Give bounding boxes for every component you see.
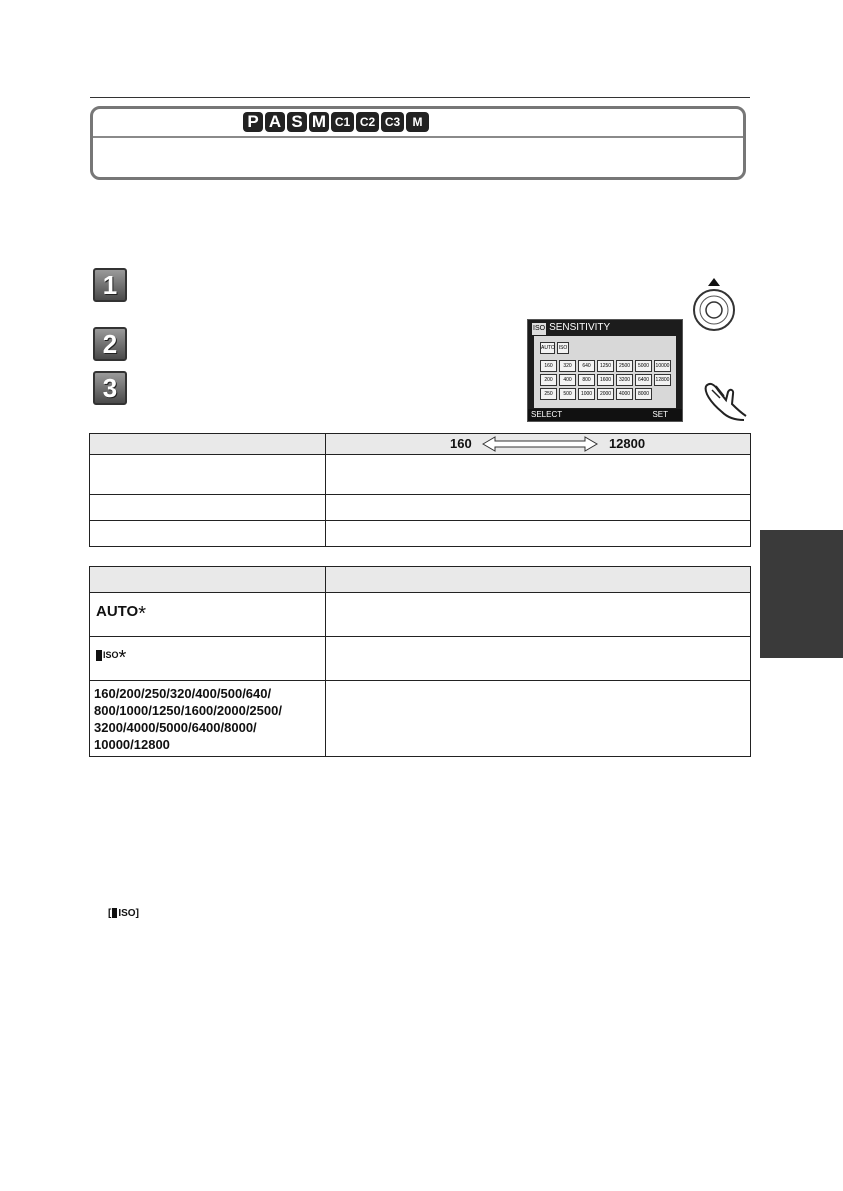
asterisk-mark: *	[118, 647, 127, 669]
table-row	[90, 455, 751, 495]
screen-title: ISO SENSITIVITY	[533, 322, 611, 333]
mode-s-icon: S	[287, 112, 307, 132]
screen-value-chip: 6400	[635, 374, 652, 386]
screen-footer	[528, 409, 682, 421]
table-cell	[90, 593, 326, 637]
screen-set-label: SET	[652, 410, 668, 419]
intelligent-iso-note-icon: [ ISO]	[108, 908, 139, 919]
step-1-icon: 1	[93, 268, 127, 302]
screen-value-chip: 800	[578, 374, 595, 386]
screen-auto-options	[540, 342, 569, 354]
applicable-modes-box	[90, 106, 746, 180]
screen-value-chip: 1250	[597, 360, 614, 372]
range-header-cell	[326, 434, 751, 455]
screen-value-chip: 2500	[616, 360, 633, 372]
mode-c1-icon: C1	[331, 112, 354, 132]
range-min-label: 160	[450, 435, 472, 451]
screen-value-chip: 3200	[616, 374, 633, 386]
screen-value-chip: 4000	[616, 388, 633, 400]
step-3-icon: 3	[93, 371, 127, 405]
auto-label: AUTO	[96, 603, 139, 620]
table-row	[90, 521, 751, 547]
screen-value-chip: 8000	[635, 388, 652, 400]
table-header-row	[90, 434, 751, 455]
screen-value-chip: 640	[578, 360, 595, 372]
screen-panel	[534, 336, 676, 408]
screen-chip-auto: AUTO	[540, 342, 555, 354]
screen-chip-iso: ISO	[557, 342, 569, 354]
table-cell	[326, 521, 751, 547]
table-header-cell	[90, 567, 326, 593]
screen-value-chip: 160	[540, 360, 557, 372]
sensitivity-settings-table	[89, 566, 751, 757]
mode-m-icon: M	[309, 112, 329, 132]
table-row	[90, 681, 751, 757]
screen-value-chip: 12800	[654, 374, 671, 386]
screen-select-label: SELECT	[531, 410, 563, 419]
sensitivity-range-table	[89, 433, 751, 547]
asterisk-mark: *	[138, 603, 147, 625]
mode-icons	[243, 112, 429, 132]
table-cell	[326, 681, 751, 757]
touch-hand-icon	[700, 378, 750, 422]
mode-box-divider	[93, 136, 743, 138]
camera-screen-image	[527, 319, 683, 422]
chapter-tab	[760, 530, 843, 658]
table-header-cell	[326, 567, 751, 593]
screen-value-grid	[540, 360, 671, 400]
screen-value-chip: 500	[559, 388, 576, 400]
header-rule	[90, 97, 750, 98]
screen-value-chip: 2000	[597, 388, 614, 400]
screen-value-chip: 400	[559, 374, 576, 386]
table-cell	[90, 495, 326, 521]
table-header-row	[90, 567, 751, 593]
screen-value-chip: 1000	[578, 388, 595, 400]
table-row	[90, 495, 751, 521]
table-cell	[90, 455, 326, 495]
step-2-icon: 2	[93, 327, 127, 361]
screen-value-chip: 320	[559, 360, 576, 372]
cursor-button-up-icon	[686, 276, 742, 332]
table-cell	[326, 455, 751, 495]
screen-value-chip: 10000	[654, 360, 671, 372]
table-header-cell	[90, 434, 326, 455]
mode-p-icon: P	[243, 112, 263, 132]
mode-movie-icon: M	[406, 112, 429, 132]
table-cell	[326, 495, 751, 521]
rec-menu-icon: ISO	[532, 323, 546, 335]
table-row	[90, 637, 751, 681]
intelligent-iso-icon: ISO	[96, 650, 119, 661]
table-cell	[326, 637, 751, 681]
mode-c3-icon: C3	[381, 112, 404, 132]
table-cell	[90, 637, 326, 681]
screen-value-chip: 1600	[597, 374, 614, 386]
table-cell	[90, 521, 326, 547]
screen-value-chip: 250	[540, 388, 557, 400]
range-max-label: 12800	[608, 435, 646, 451]
mode-a-icon: A	[265, 112, 285, 132]
table-row	[90, 593, 751, 637]
mode-c2-icon: C2	[356, 112, 379, 132]
table-cell	[326, 593, 751, 637]
double-arrow-icon	[481, 436, 599, 452]
screen-value-chip: 200	[540, 374, 557, 386]
screen-value-chip: 5000	[635, 360, 652, 372]
iso-values-cell: 160/200/250/320/400/500/640/ 800/1000/1250/1600/2000/2500/ 3200/4000/5000/6400/8000/ 10000/12800	[90, 681, 326, 757]
